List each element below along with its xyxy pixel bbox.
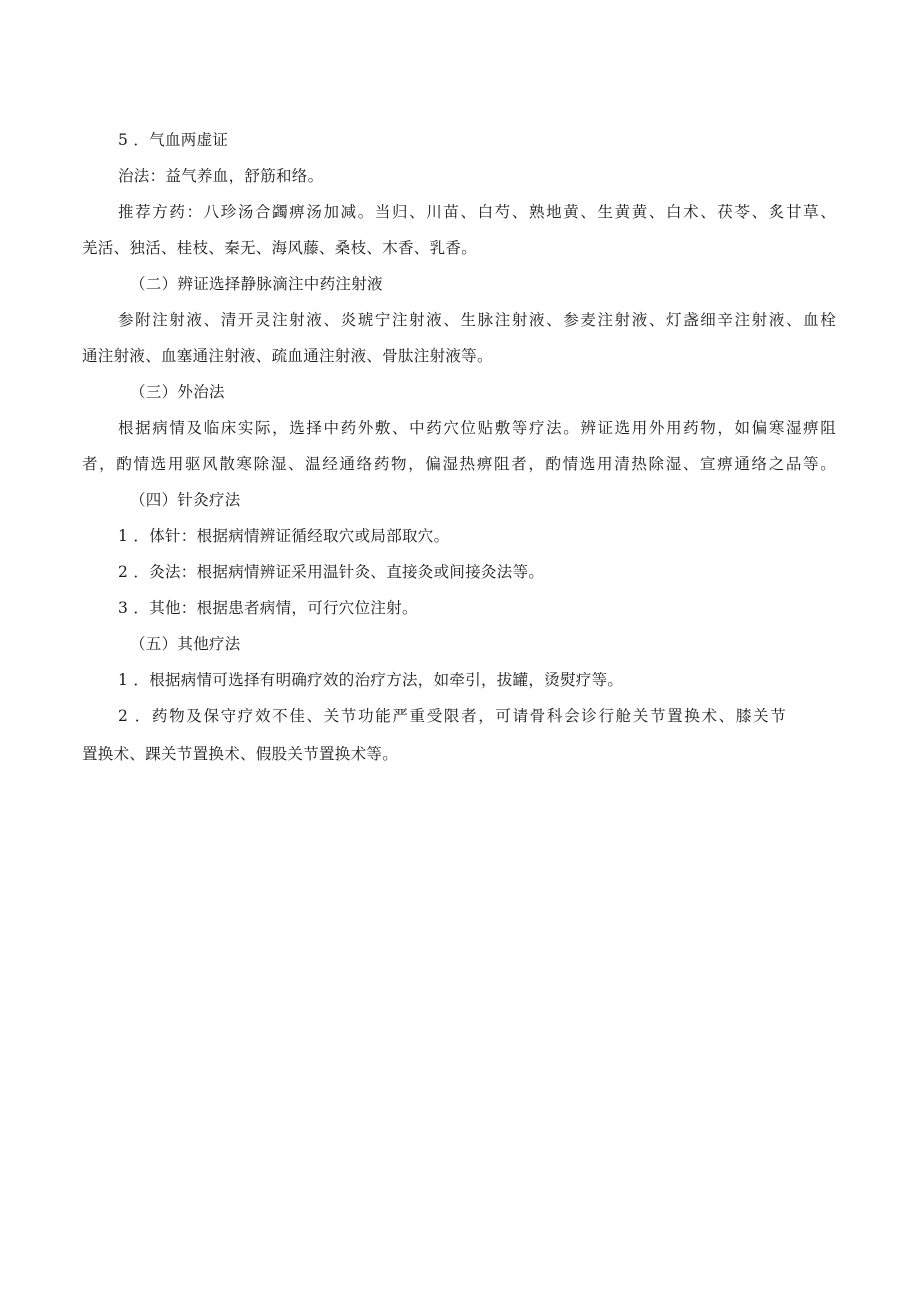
section-heading-qi-blood-deficiency: 5 ．气血两虚证 [118,131,229,149]
subsection-heading-injection: （二）辨证选择静脉滴注中药注射液 [130,275,383,293]
treatment-principle: 治法：益气养血，舒筋和络。 [118,167,324,185]
other-therapy-item-2-line-2: 置换术、踝关节置换术、假股关节置换术等。 [82,745,399,763]
injection-list-line-2: 通注射液、血塞通注射液、疏血通注射液、骨肽注射液等。 [82,347,493,365]
recommended-prescription-line-1: 推荐方药：八珍汤合蠲痹汤加减。当归、川苗、白芍、熟地黄、生黄黄、白术、茯苓、炙甘草、 [118,203,836,221]
external-treatment-line-2: 者，酌情选用驱风散寒除湿、温经通络药物，偏湿热痹阻者，酌情选用清热除湿、宣痹通络之品等。 [82,455,836,473]
acupuncture-item-3: 3 ．其他：根据患者病情，可行穴位注射。 [118,599,418,617]
other-therapy-item-1: 1 ．根据病情可选择有明确疗效的治疗方法，如牵引，拔罐，烫熨疗等。 [118,671,624,689]
subsection-heading-other: （五）其他疗法 [130,635,241,653]
external-treatment-line-1: 根据病情及临床实际，选择中药外敷、中药穴位贴敷等疗法。辨证选用外用药物，如偏寒湿痹阻 [118,419,836,437]
other-therapy-item-2-line-1: 2 ．药物及保守疗效不佳、关节功能严重受限者，可请骨科会诊行舱关节置换术、膝关节 [118,707,786,725]
subsection-heading-external: （三）外治法 [130,383,225,401]
injection-list-line-1: 参附注射液、清开灵注射液、炎琥宁注射液、生脉注射液、参麦注射液、灯盏细辛注射液、血栓 [118,311,836,329]
subsection-heading-acupuncture: （四）针灸疗法 [130,491,241,509]
acupuncture-item-1: 1 ．体针：根据病情辨证循经取穴或局部取穴。 [118,527,450,545]
acupuncture-item-2: 2 ．灸法：根据病情辨证采用温针灸、直接灸或间接灸法等。 [118,563,545,581]
recommended-prescription-line-2: 羌活、独活、桂枝、秦无、海风藤、桑枝、木香、乳香。 [82,239,478,257]
